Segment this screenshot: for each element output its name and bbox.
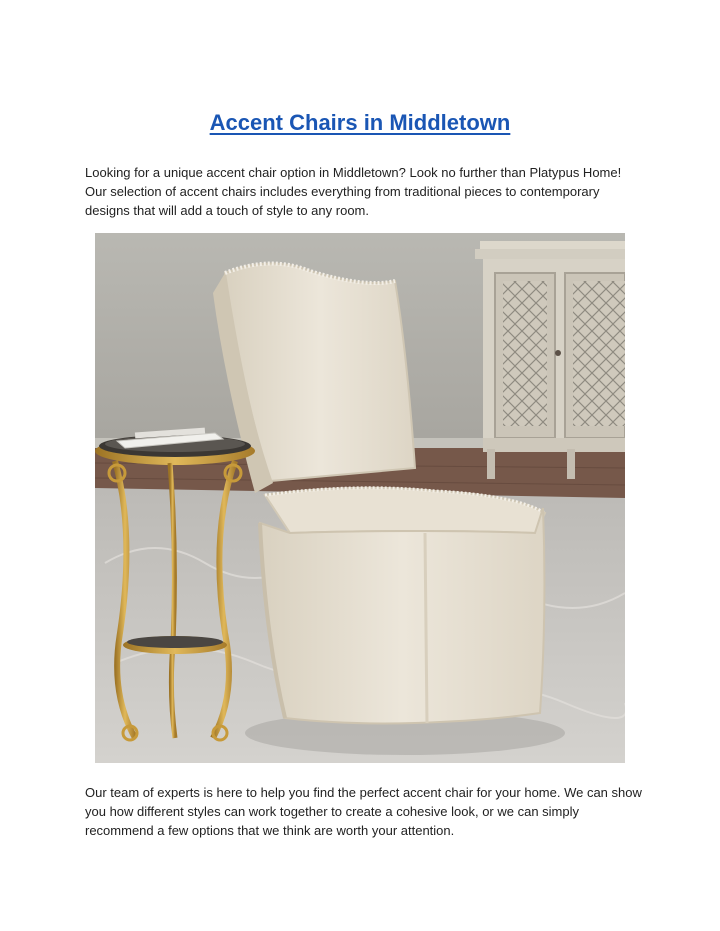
closing-paragraph: Our team of experts is here to help you find the perfect accent chair for your home. We can show you how different styles can work together to create a cohesive look, or we can simply recommend a few options that we think are worth your attention. [85, 785, 642, 838]
intro-paragraph: Looking for a unique accent chair option in Middletown? Look no further than Platypus Home! Our selection of accent chairs includes everything from traditional pieces to contemporary designs that will add a touch of style to any room. [85, 165, 622, 218]
page-title[interactable]: Accent Chairs in Middletown [209, 110, 511, 135]
product-photo [95, 233, 625, 763]
distressed-cabinet [475, 241, 625, 479]
chair-skirt [260, 508, 544, 723]
